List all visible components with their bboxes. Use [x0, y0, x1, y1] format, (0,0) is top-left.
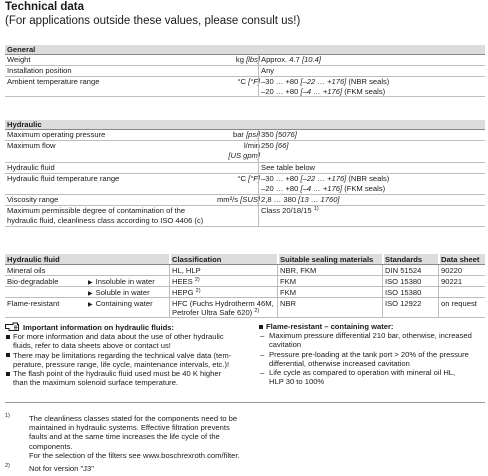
- table-row: Installation position Any: [5, 66, 485, 77]
- footnotes: [5, 414, 325, 473]
- table-row: Maximum operating pressure bar [psi] 350 [5076]: [5, 130, 485, 141]
- hydraulic-fluid-table: [5, 254, 485, 318]
- list-item: There may be limitations regarding the technical valve data (tem- perature, pressure range, life cycle, maintenance intervals, etc.)!: [5, 351, 250, 369]
- hydraulic-table: [5, 120, 485, 227]
- table-row: Maximum flow l/min [US gpm] 250 [66]: [5, 141, 485, 163]
- page-title: Technical data: [5, 1, 85, 13]
- list-item: – Pressure pre-loading at the tank port > 20% of the pressure differential, otherwise increased cavitation: [258, 350, 488, 368]
- table-header: Hydraulic fluid Classification Suitable sealing materials Standards Data sheet: [5, 254, 485, 265]
- hydraulic-fluid-info: Important information on hydraulic fluids: For more information and data about the use of other hydraulic fluids, refer to data sheets above or contact us! There may be limitations regarding the technical valve data (tem- perature, pressure range, life cycle, maintenance intervals, etc.)! The flash point of the hydraulic fluid used must be 40 K higher than the maximum solenoid surface temperature.: [5, 322, 250, 387]
- triangle-right-icon: ▶: [88, 280, 93, 286]
- general-table: [5, 45, 485, 97]
- list-item: – Life cycle as compared to operation with mineral oil HL, HLP 30 to 100%: [258, 368, 488, 386]
- footnote: 1) The cleanliness classes stated for the components need to be maintained in hydraulic systems. Effective filtration prevents faults and at the same time increases the life cycle of the components. For the selection of the filters see www.boschrexroth.com/filter.: [5, 413, 240, 460]
- list-item: For more information and data about the use of other hydraulic fluids, refer to data sheets above or contact us!: [5, 332, 250, 350]
- table-row: Weight kg [lbs] Approx. 4.7 [10.4]: [5, 55, 485, 66]
- section-header-hydraulic: Hydraulic: [5, 120, 485, 130]
- table-row: Maximum permissible degree of contamination of the hydraulic fluid, cleanliness class according to ISO 4406 (c) Class 20/18/15 $^{1)}$: [5, 206, 485, 227]
- footnote: 2) Not for version "J3": [5, 463, 94, 474]
- table-row: ▶ Soluble in water HEPG $^{2)}$ FKM ISO 15380: [5, 287, 485, 298]
- page-subtitle: (For applications outside these values, please consult us!): [5, 15, 301, 27]
- list-heading: Flame-resistant – containing water:: [258, 322, 488, 331]
- table-row: Bio-degradable ▶ Insoluble in water HEES $^{2)}$ FKM ISO 15380 90221: [5, 276, 485, 287]
- section-header-general: General: [5, 45, 485, 55]
- triangle-right-icon: ▶: [88, 302, 93, 308]
- list-item: – Maximum pressure differential 210 bar, otherwise, increased cavitation: [258, 331, 488, 349]
- triangle-right-icon: ▶: [88, 291, 93, 297]
- list-item: The flash point of the hydraulic fluid used must be 40 K higher than the maximum solenoid surface temperature.: [5, 369, 250, 387]
- table-row: Flame-resistant ▶ Containing water HFC (Fuchs Hydrotherm 46M, Petrofer Ultra Safe 620) $^{2)}$ NBR ISO 12922 on request: [5, 298, 485, 318]
- table-row: Hydraulic fluid temperature range °C [°F] –30 … +80 [–22 … +176] (NBR seals) –20 … +80 [–4 … +176] (FKM seals): [5, 174, 485, 195]
- flame-resistant-info: [258, 322, 488, 386]
- divider: [5, 402, 485, 403]
- table-row: Ambient temperature range °C [°F] –30 … +80 [–22 … +176] (NBR seals) –20 … +80 [–4 … +176] (FKM seals): [5, 77, 485, 97]
- table-row: Mineral oils HL, HLP NBR, FKM DIN 51524 90220: [5, 265, 485, 276]
- table-row: Viscosity range mm²/s [SUS] 2,8 … 380 [13 … 1760]: [5, 195, 485, 206]
- table-row: Hydraulic fluid See table below: [5, 163, 485, 174]
- hand-pointing-icon: [5, 322, 19, 331]
